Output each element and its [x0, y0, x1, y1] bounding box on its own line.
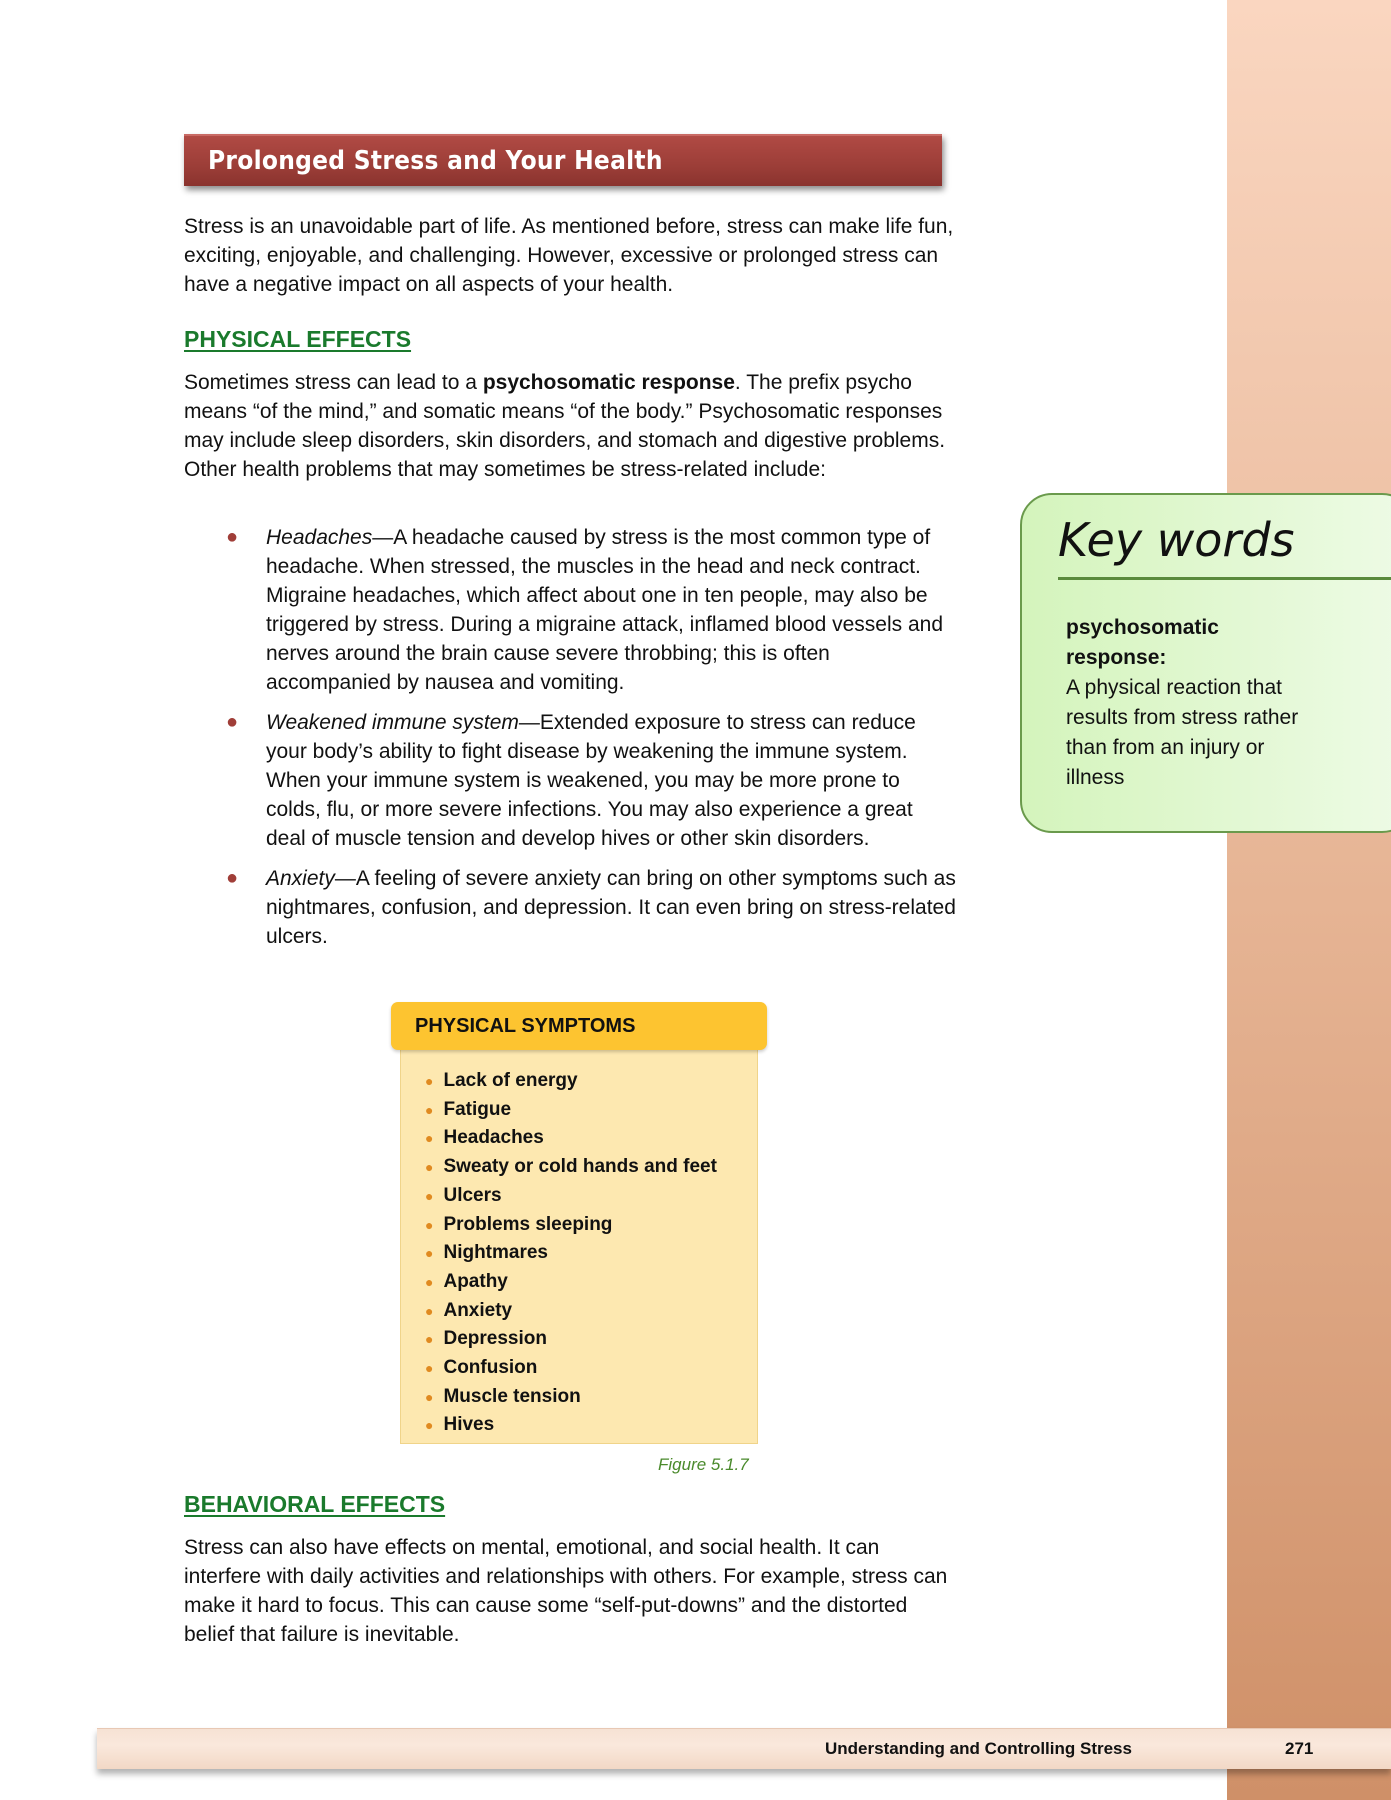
physical-paragraph	[184, 368, 954, 484]
bullet-icon: ●	[226, 526, 239, 548]
term: Headaches	[266, 526, 373, 549]
symptom-item	[425, 1325, 717, 1354]
key-words-title: Key words	[1058, 513, 1295, 567]
symptom-label: Hives	[443, 1414, 495, 1436]
symptom-item	[425, 1182, 717, 1211]
text: —Extended exposure to stress can reduce your body’s ability to fight disease by weakening the immune system. When your immune system is weakened, you may be more prone to colds, flu, or more severe infections. You may also experience a great deal of muscle tension and develop hives or other skin disorders.	[266, 711, 916, 850]
term: Anxiety	[266, 867, 335, 890]
key-words-box	[1020, 493, 1391, 833]
bullet-icon: ●	[425, 1130, 434, 1147]
behavioral-paragraph: Stress can also have effects on mental, emotional, and social health. It can interfere with daily activities and relationships with others. For example, stress can make it hard to focus. This can cause some “self-put-downs” and the distorted belief that failure is inevitable.	[184, 1536, 948, 1646]
section-title: Prolonged Stress and Your Health	[208, 146, 663, 176]
footer-bar	[97, 1728, 1391, 1769]
bullet-icon: ●	[425, 1187, 434, 1204]
bullet-icon: ●	[425, 1073, 434, 1089]
symptom-item	[425, 1297, 717, 1326]
symptom-label: Sweaty or cold hands and feet	[443, 1156, 717, 1178]
symptom-item	[425, 1067, 717, 1096]
text: —A feeling of severe anxiety can bring on other symptoms such as nightmares, confusion, and depression. It can even bring on stress-related ulcers.	[266, 867, 956, 948]
bullet-icon: ●	[425, 1388, 434, 1405]
bullet-icon: ●	[425, 1360, 434, 1377]
symptom-label: Nightmares	[443, 1242, 548, 1264]
physical-symptoms-box	[400, 1040, 758, 1444]
page-edge-band	[1227, 0, 1391, 1800]
term: Weakened immune system	[266, 711, 519, 734]
key-words-body	[1066, 613, 1316, 793]
symptoms-heading: PHYSICAL SYMPTOMS	[415, 1015, 636, 1037]
symptom-item	[425, 1354, 717, 1383]
text: —A headache caused by stress is the most common type of headache. When stressed, the muscles in the head and neck contract. Migraine headaches, which affect about one in ten people, may also be triggered by stress. During a migraine attack, inflamed blood vessels and nerves around the brain cause severe throbbing; this is often accompanied by nausea and vomiting.	[266, 526, 944, 694]
symptom-item	[425, 1096, 717, 1125]
bullet-icon: ●	[425, 1159, 434, 1176]
symptom-item	[425, 1153, 717, 1182]
symptom-label: Muscle tension	[443, 1385, 581, 1407]
divider	[1058, 577, 1391, 580]
key-term: psychosomatic response:	[1066, 616, 1219, 669]
symptom-label: Problems sleeping	[443, 1213, 613, 1235]
symptom-label: Ulcers	[443, 1184, 502, 1206]
page-number: 271	[1285, 1739, 1314, 1758]
physical-symptoms-header	[391, 1002, 767, 1050]
behavioral-effects-heading: BEHAVIORAL EFFECTS	[184, 1491, 446, 1517]
symptom-item	[425, 1211, 717, 1240]
bullet-icon: ●	[425, 1331, 434, 1348]
symptom-label: Apathy	[443, 1270, 508, 1292]
bullet-icon: ●	[226, 711, 239, 733]
section-title-bar	[184, 134, 942, 186]
stress-problems-list	[226, 523, 956, 962]
definition: A physical reaction that results from stress rather than from an injury or illness	[1066, 676, 1299, 789]
figure-caption: Figure 5.1.7	[658, 1455, 749, 1474]
key-term: psychosomatic response	[482, 371, 735, 394]
symptom-item	[425, 1411, 717, 1440]
symptom-label: Confusion	[443, 1357, 538, 1379]
intro-paragraph: Stress is an unavoidable part of life. As mentioned before, stress can make life fun, exciting, enjoyable, and challenging. However, excessive or prolonged stress can have a negative impact on all aspects of your health.	[184, 215, 954, 296]
list-item	[226, 523, 956, 697]
symptom-label: Fatigue	[443, 1098, 512, 1120]
physical-effects-heading: PHYSICAL EFFECTS	[184, 326, 412, 352]
bullet-icon: ●	[425, 1101, 434, 1118]
bullet-icon: ●	[425, 1245, 434, 1262]
bullet-icon: ●	[425, 1273, 434, 1290]
symptom-item	[425, 1268, 717, 1297]
symptom-item	[425, 1239, 717, 1268]
symptom-label: Anxiety	[443, 1299, 513, 1321]
text: . The prefix psycho means “of the mind,” and somatic means “of the body.” Psychosomatic responses may include sleep disorders, skin disorders, and stomach and digestive problems. Other health problems that may sometimes be stress-related include:	[184, 371, 946, 481]
symptom-item	[425, 1383, 717, 1412]
bullet-icon: ●	[425, 1216, 434, 1233]
list-item	[226, 708, 956, 853]
chapter-title: Understanding and Controlling Stress	[825, 1739, 1132, 1758]
bullet-icon: ●	[425, 1417, 434, 1434]
bullet-icon: ●	[425, 1302, 434, 1319]
list-item	[226, 864, 956, 951]
symptom-label: Depression	[443, 1328, 547, 1350]
bullet-icon: ●	[226, 867, 239, 889]
symptom-item	[425, 1124, 717, 1153]
symptom-label: Lack of energy	[443, 1070, 578, 1091]
symptom-label: Headaches	[443, 1127, 544, 1149]
text: Sometimes stress can lead to a	[184, 371, 483, 394]
symptoms-list	[425, 1067, 717, 1440]
